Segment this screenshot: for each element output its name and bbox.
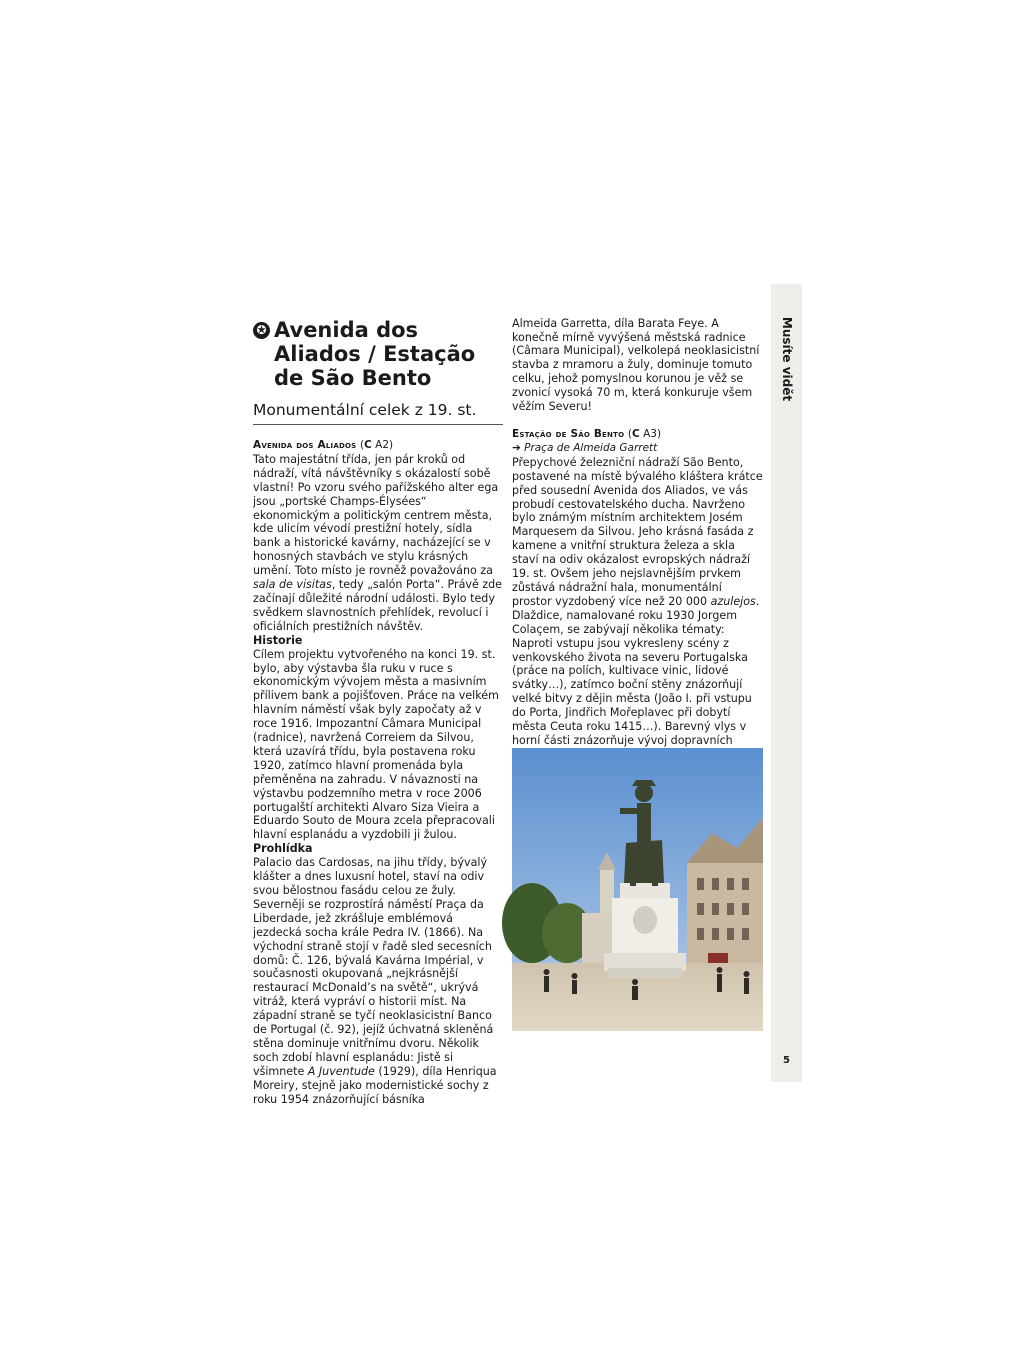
sao-bento-direction: [512, 442, 764, 456]
tour-continuation: Almeida Garretta, díla Barata Feye. A konečně mírně vyvýšená městská radnice (Câmara Municipal), velkolepá neoklasicistní stavba z mramoru a žuly, dominuje tomuto celku, jehož pomyslnou korunou je věž se zvonicí vysoká 70 m, která konkuruje všem věžím Severu!: [512, 316, 760, 414]
page-number: 5: [783, 1055, 790, 1066]
sao-bento-heading-text: Estação de São Bento: [512, 428, 625, 440]
sao-bento-heading: Estação de São Bento (C A3): [512, 428, 662, 440]
sidebar-tab: [771, 284, 802, 1082]
tour-text-end: (1929), díla Henriqua Moreiry, stejně jako modernistické sochy z roku 1954 znázorňující básníka: [253, 1064, 497, 1106]
star-icon: ✪: [253, 322, 270, 339]
sidebar-label: [771, 316, 802, 402]
tour-text-continued: [512, 316, 764, 414]
article-title-text: Avenida dos Aliados / Estação de São Bento: [274, 318, 476, 390]
sao-bento-direction-text: Praça de Almeida Garrett: [524, 441, 658, 454]
tour-text-italic: A Juventude: [307, 1064, 375, 1078]
aliados-map-ref: A2: [375, 439, 390, 451]
statue-photo-drawing: [512, 748, 763, 1031]
article-title: [253, 318, 503, 390]
aliados-heading: Avenida dos Aliados (C A2): [253, 439, 394, 451]
aliados-intro-italic: sala de visitas: [253, 578, 332, 592]
aliados-heading-text: Avenida dos Aliados: [253, 439, 357, 451]
article-subtitle: Monumentální celek z 19. st.: [253, 401, 503, 425]
map-icon: C: [632, 428, 640, 440]
arrow-right-icon: ➔: [512, 441, 521, 454]
sidebar-label-text: Musíte vidět: [779, 316, 794, 402]
sao-bento-map-ref: A3: [643, 428, 657, 440]
history-heading: Historie: [253, 633, 303, 647]
tour-text: Palacio das Cardosas, na jihu třídy, bývalý klášter a dnes luxusní hotel, staví na odiv svou bělostnou fasádu celou ze žuly. Severněji se rozprostírá náměstí Praça da Liberdade, jež zkrášluje emblémová jezdecká socha krále Pedra IV. (1866). Na východní straně stojí v řadě sled secesních domů: Č. 126, bývalá Kavárna Impérial, v současnosti okupovaná „nejkrásnější restaurací McDonald’s na světě“, ukrývá vitráž, která vypráví o historii míst. Na západní straně se tyčí neoklasicistní Banco de Portugal (č. 92), jejíž úchvatná skleněná stěna dominuje vnitřnímu dvoru. Několik soch zdobí hlavní esplanádu: Jistě si všimnete A Juventude (1929), díla Henriqua Moreiry, stejně jako modernistické sochy z roku 1954 znázorňující básníka: [253, 856, 497, 1106]
right-column: [512, 316, 764, 762]
sao-bento-italic: azulejos: [710, 594, 756, 608]
aliados-intro: Tato majestátní třída, jen pár kroků od nádraží, vítá návštěvníky s okázalostí sobě vlastní! Po vzoru svého pařížského alter ega jsou „portské Champs-Élysées“ ekonomickým a politickým centrem města, kde ulicím vévodí prestižní hotely, sídla bank a historické kavárny, nacházející se v honosných stavbách ve stylu krásných umění. Toto místo je rovněž považováno za sala de visitas, tedy „salón Porta“. Právě zde začínají důležité národní události. Bylo tedy svědkem slavnostních přehlídek, revolucí i oficiálních prestižních návštěv.: [253, 452, 502, 633]
statue-photo: [512, 748, 763, 1031]
map-icon: C: [364, 439, 372, 451]
left-column: [253, 318, 503, 1106]
sao-bento-text: Přepychové železniční nádraží São Bento, postavené na místě bývalého kláštera krátce před sousední Avenida dos Aliados, ve vás probudí cestovatelského ducha. Navrženo bylo známým místním architektem Josém Marquesem da Silvou. Jeho krásná fasáda z kamene a vnitřní struktura železa a skla staví na odiv okázalost evropských nádraží 19. st. Ovšem jeho nejslavnějším prvkem zůstává nádražní hala, monumentální prostor vyzdobený více než 20 000 azulejos. Dlaždice, namalované roku 1930 Jorgem Colaçem, se zabývají několika tématy: Naproti vstupu jsou vykresleny scény z venkovského života na severu Portugalska (práce na polích, kultivace vinic, lidové svátky…), zatímco boční stěny znázorňují velké bitvy z dějin města (João I. při vstupu do Porta, Jindřich Mořeplavec při dobytí města Ceuta roku 1415…). Barevný vlys v horní části znázorňuje vývoj dopravních: [512, 455, 763, 747]
history-text: Cílem projektu vytvořeného na konci 19. st. bylo, aby výstavba šla ruku v ruce s ekonomickým vývojem města a masivním přílivem bank a pojišťoven. Práce na velkém hlavním náměstí však byly započaty až v roce 1916. Impozantní Câmara Municipal (radnice), navržená Correiem da Silvou, která uzavírá třídu, byla postavena roku 1920, zatímco hlavní promenáda byla přeměněna na zahradu. V návaznosti na výstavbu podzemního metra v roce 2006 portugalští architekti Alvaro Siza Vieira a Eduardo Souto de Moura zcela přepracovali hlavní esplanádu a vyzdobili ji žulou.: [253, 647, 499, 842]
tour-heading: Prohlídka: [253, 842, 313, 856]
